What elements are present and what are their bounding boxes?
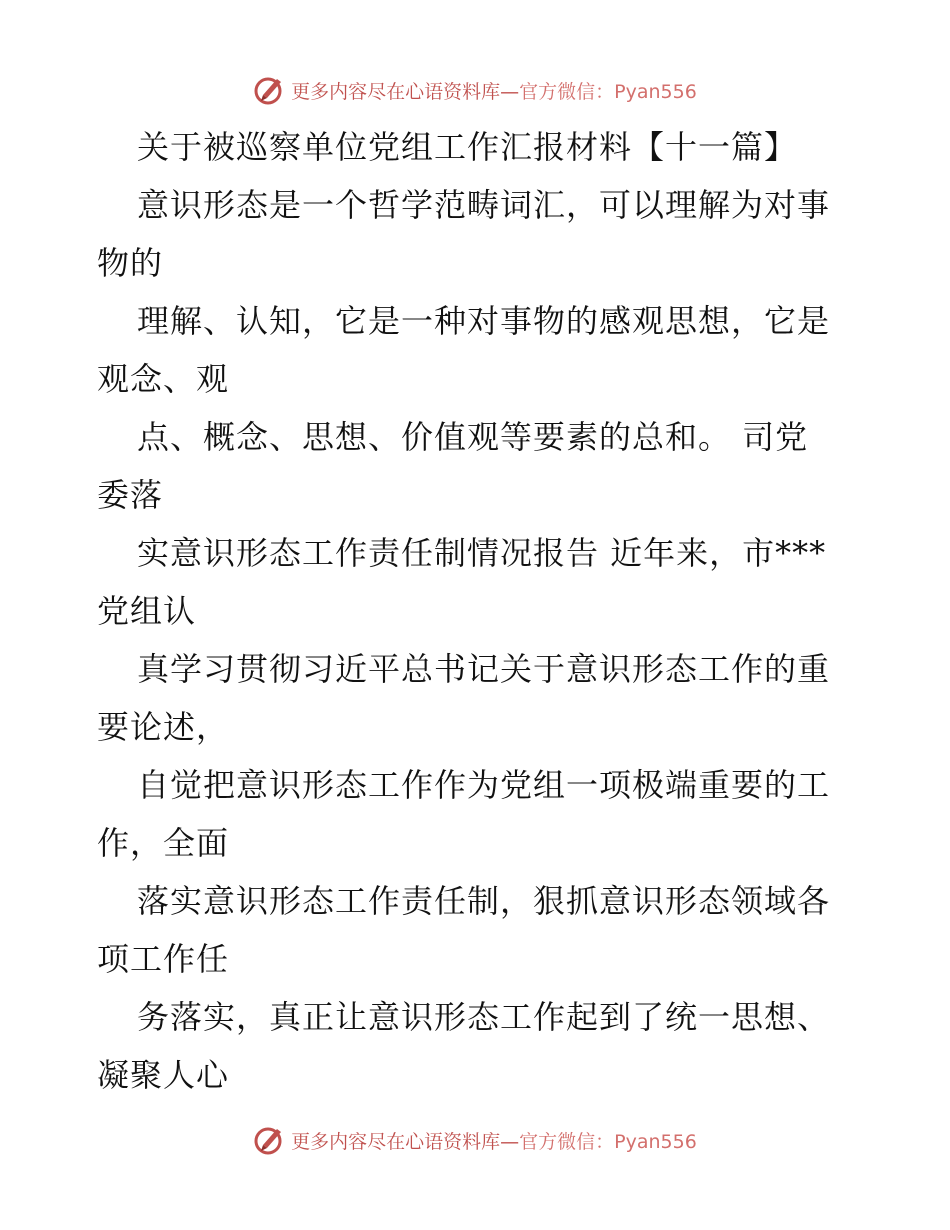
paragraph-line: 实意识形态工作责任制情况报告 近年来，市*** — [137, 534, 827, 572]
paragraph-line: 点、概念、思想、价值观等要素的总和。 司党 — [137, 418, 809, 456]
paragraph-line: 自觉把意识形态工作作为党组一项极端重要的工 — [137, 766, 831, 804]
banner-text: 更多内容尽在心语资料库—官方微信：Pyan556 — [291, 80, 697, 103]
pen-logo-icon — [253, 73, 287, 107]
footer-banner — [0, 1120, 950, 1160]
paragraph-line: 凝聚人心 — [97, 1056, 230, 1094]
paragraph-line: 观念、观 — [97, 360, 230, 398]
paragraph-line: 真学习贯彻习近平总书记关于意识形态工作的重 — [137, 650, 831, 688]
paragraph-line: 党组认 — [97, 592, 197, 630]
paragraph-line: 委落 — [97, 476, 164, 514]
paragraph-line: 理解、认知，它是一种对事物的感观思想，它是 — [137, 302, 831, 340]
paragraph-line: 作，全面 — [97, 824, 230, 862]
paragraph-line: 项工作任 — [97, 940, 230, 978]
header-banner — [0, 70, 950, 110]
pen-logo-icon — [253, 1123, 287, 1157]
paragraph-line: 落实意识形态工作责任制，狠抓意识形态领域各 — [137, 882, 831, 920]
paragraph-line: 要论述， — [97, 708, 230, 746]
document-body — [97, 118, 857, 1104]
paragraph-line: 物的 — [97, 244, 164, 282]
paragraph-line: 意识形态是一个哲学范畴词汇，可以理解为对事 — [137, 186, 831, 224]
banner-text: 更多内容尽在心语资料库—官方微信：Pyan556 — [291, 1130, 697, 1153]
document-title: 关于被巡察单位党组工作汇报材料【十一篇】 — [137, 128, 798, 166]
paragraph-line: 务落实，真正让意识形态工作起到了统一思想、 — [137, 998, 831, 1036]
